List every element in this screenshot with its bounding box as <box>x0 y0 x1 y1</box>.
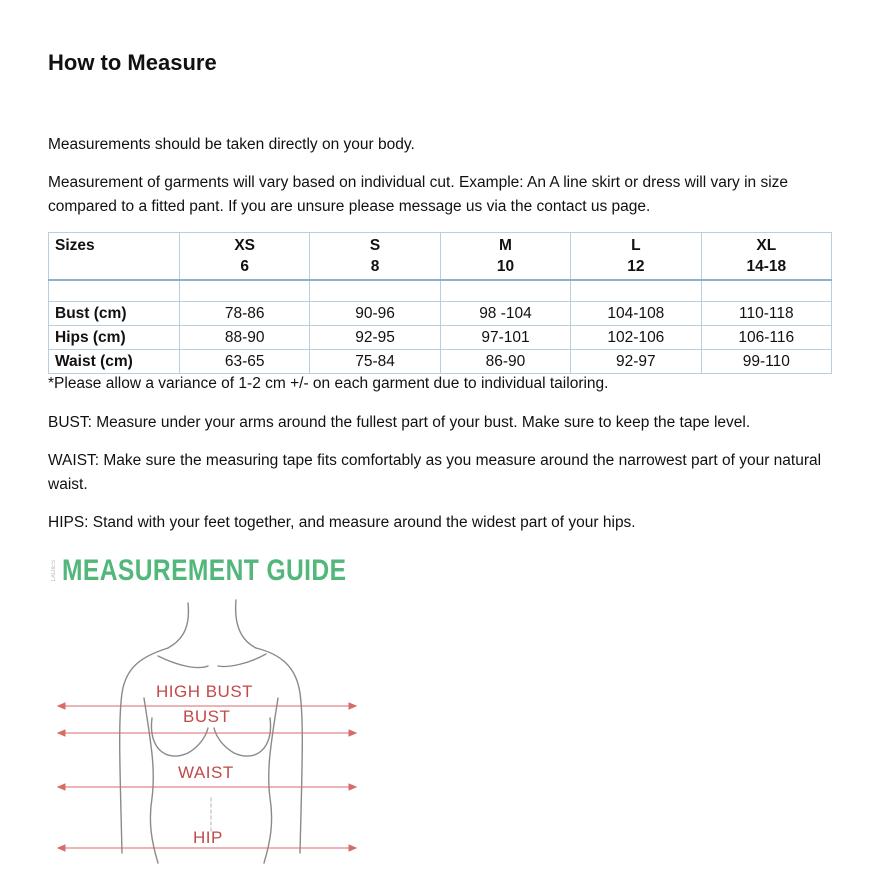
table-cell: 78-86 <box>180 302 310 326</box>
size-column-header: M 10 <box>440 233 570 281</box>
intro-text-body: Measurements should be taken directly on your body. <box>48 136 415 153</box>
table-cell: 92-95 <box>310 326 440 350</box>
row-label: Waist (cm) <box>49 350 180 374</box>
table-cell: 102-106 <box>571 326 701 350</box>
table-row-hips <box>49 326 832 350</box>
variance-note: *Please allow a variance of 1-2 cm +/- on each garment due to individual tailoring. <box>48 375 609 392</box>
size-column-header: XL 14-18 <box>701 233 831 281</box>
table-row-bust <box>49 302 832 326</box>
page-title: How to Measure <box>48 50 217 75</box>
row-label: Bust (cm) <box>49 302 180 326</box>
hip-label: HIP <box>193 828 223 847</box>
table-cell: 97-101 <box>440 326 570 350</box>
table-cell: 75-84 <box>310 350 440 374</box>
hips-instruction: HIPS: Stand with your feet together, and measure around the widest part of your hips. <box>48 514 636 531</box>
guide-title: MEASUREMENT GUIDE <box>62 554 347 587</box>
table-cell: 88-90 <box>180 326 310 350</box>
table-cell: 92-97 <box>571 350 701 374</box>
size-header-row <box>49 233 832 281</box>
table-cell: 86-90 <box>440 350 570 374</box>
table-cell: 90-96 <box>310 302 440 326</box>
bust-instruction: BUST: Measure under your arms around the fullest part of your bust. Make sure to keep the tape level. <box>48 414 751 431</box>
intro-text-garments: Measurement of garments will vary based on individual cut. Example: An A line skirt or dress will vary in size compared to a fitted pant. If you are unsure please message us via the contact us page. <box>48 174 789 215</box>
table-cell: 63-65 <box>180 350 310 374</box>
size-column-header: XS 6 <box>180 233 310 281</box>
high-bust-label: HIGH BUST <box>156 682 254 701</box>
waist-label: WAIST <box>178 763 234 782</box>
table-row-waist <box>49 350 832 374</box>
size-column-header: L 12 <box>571 233 701 281</box>
size-chart-table <box>48 232 832 374</box>
table-cell: 110-118 <box>701 302 831 326</box>
table-cell: 98 -104 <box>440 302 570 326</box>
measurement-guide-illustration <box>48 548 378 868</box>
table-cell: 104-108 <box>571 302 701 326</box>
row-label: Hips (cm) <box>49 326 180 350</box>
guide-tag-text: LADIES <box>51 560 57 582</box>
table-cell: 99-110 <box>701 350 831 374</box>
size-column-header: S 8 <box>310 233 440 281</box>
bust-label: BUST <box>183 707 231 726</box>
sizes-header-label: Sizes <box>49 233 180 281</box>
table-spacer-row <box>49 280 832 302</box>
table-cell: 106-116 <box>701 326 831 350</box>
waist-instruction: WAIST: Make sure the measuring tape fits comfortably as you measure around the narrowest part of your natural waist. <box>48 452 822 493</box>
